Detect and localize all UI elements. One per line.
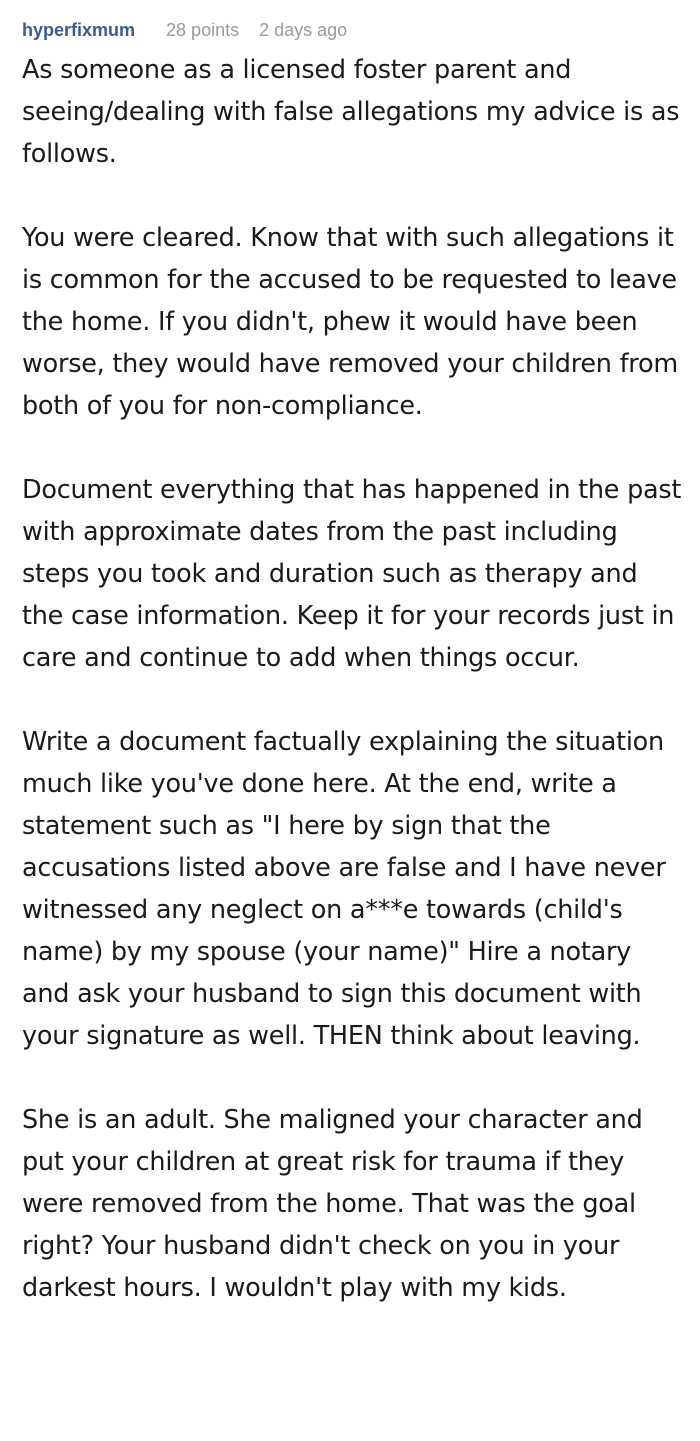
comment-paragraph: You were cleared. Know that with such allegations it is common for the accused to be requested to leave the home. If you didn't, phew it would have been worse, they would have removed your children from both of you for non-compliance.: [22, 223, 678, 421]
comment-username-link[interactable]: hyperfixmum: [22, 20, 136, 40]
comment-meta: [22, 18, 700, 44]
comment-points: 28 points: [166, 20, 240, 40]
comment-timestamp: 2 days ago: [259, 20, 348, 40]
comment-paragraph: She is an adult. She maligned your character and put your children at great risk for trauma if they were removed from the home. That was the goal right? Your husband didn't check on you in your darkest hours. I wouldn't play with my kids.: [22, 1105, 643, 1303]
comment-paragraph: Document everything that has happened in the past with approximate dates from the past including steps you took and duration such as therapy and the case information. Keep it for your records just in care and continue to add when things occur.: [22, 475, 682, 673]
comment-paragraph: As someone as a licensed foster parent and seeing/dealing with false allegations my advice is as follows.: [22, 55, 680, 169]
comment-body: [22, 49, 682, 1309]
comment-paragraph: Write a document factually explaining the situation much like you've done here. At the end, write a statement such as "I here by sign that the accusations listed above are false and I have never witnessed any neglect on a***e towards (child's name) by my spouse (your name)" Hire a notary and ask your husband to sign this document with your signature as well. THEN think about leaving.: [22, 727, 666, 1051]
